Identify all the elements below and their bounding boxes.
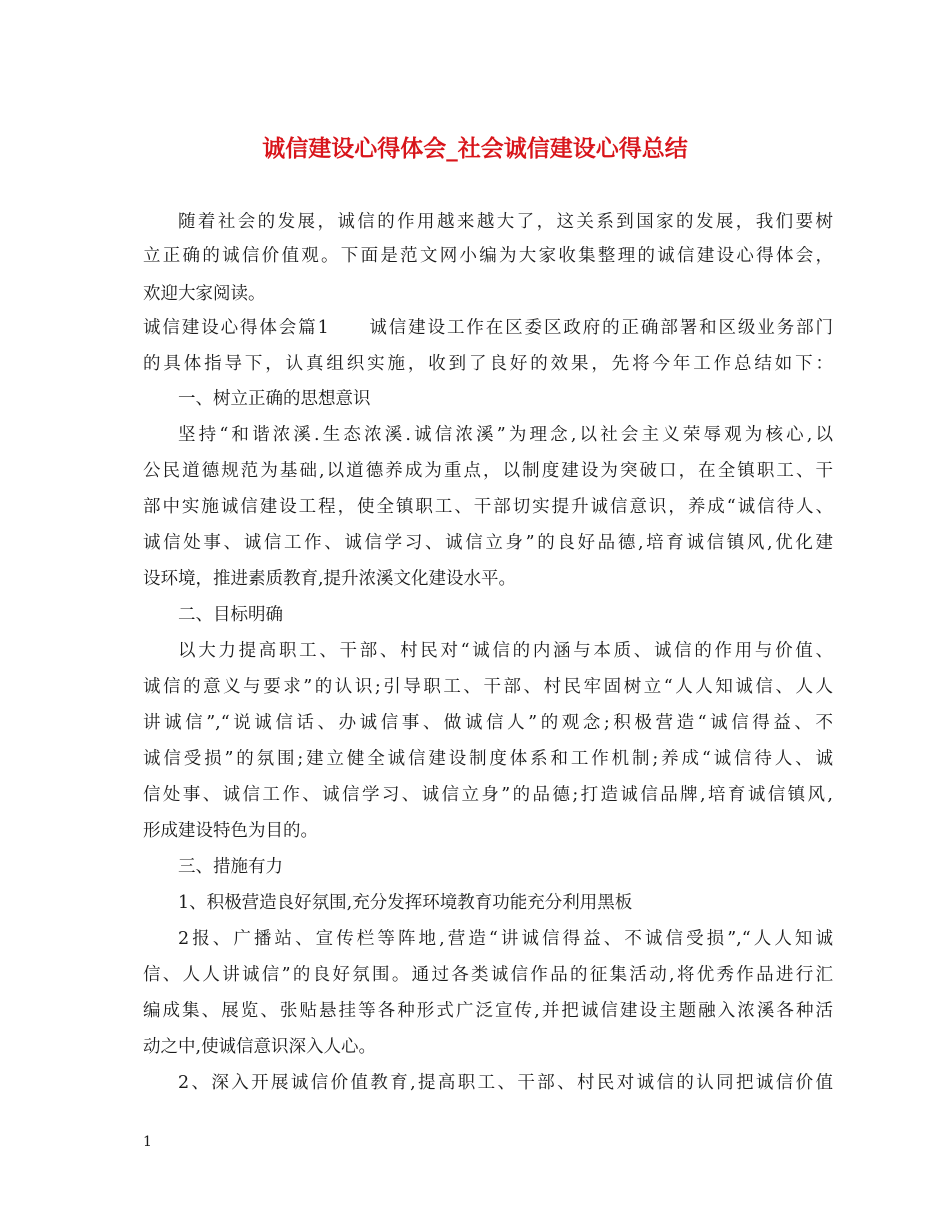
paragraph-line: 坚持“和谐浓溪.生态浓溪.诚信浓溪”为理念,以社会主义荣辱观为核心,以 xyxy=(178,425,833,445)
paragraph-line: 编成集、展览、张贴悬挂等各种形式广泛宣传,并把诚信建设主题融入浓溪各种活 xyxy=(143,1001,833,1021)
page-number: 1 xyxy=(143,1134,152,1150)
paragraph-line: 讲诚信”,“说诚信话、办诚信事、做诚信人”的观念;积极营造“诚信得益、不 xyxy=(143,713,833,733)
paragraph-line: 信处事、诚信工作、诚信学习、诚信立身”的品德;打造诚信品牌,培育诚信镇风, xyxy=(143,785,833,805)
paragraph-line: 公民道德规范为基础,以道德养成为重点，以制度建设为突破口，在全镇职工、干 xyxy=(143,461,833,481)
section-heading: 三、措施有力 xyxy=(178,857,283,877)
paragraph-line: 立正确的诚信价值观。下面是范文网小编为大家收集整理的诚信建设心得体会， xyxy=(143,246,833,266)
paragraph-line: 2报、广播站、宣传栏等阵地,营造“讲诚信得益、不诚信受损”,“人人知诚 xyxy=(178,929,833,949)
section-heading: 二、目标明确 xyxy=(178,605,283,625)
paragraph-line: 信、人人讲诚信”的良好氛围。通过各类诚信作品的征集活动,将优秀作品进行汇 xyxy=(143,965,833,985)
paragraph-line: 设环境，推进素质教育,提升浓溪文化建设水平。 xyxy=(143,569,517,589)
section-heading: 一、树立正确的思想意识 xyxy=(178,389,371,409)
paragraph-line: 随着社会的发展，诚信的作用越来越大了，这关系到国家的发展，我们要树 xyxy=(178,212,833,232)
paragraph-line: 1、积极营造良好氛围,充分发挥环境教育功能充分利用黑板 xyxy=(178,893,633,913)
paragraph-line: 形成建设特色为目的。 xyxy=(143,821,318,841)
paragraph-line: 2、深入开展诚信价值教育,提高职工、干部、村民对诚信的认同把诚信价值 xyxy=(178,1073,833,1093)
paragraph-line: 动之中,使诚信意识深入人心。 xyxy=(143,1037,377,1057)
paragraph-line: 诚信受损”的氛围;建立健全诚信建设制度体系和工作机制;养成“诚信待人、诚 xyxy=(143,749,833,769)
paragraph-line: 诚信处事、诚信工作、诚信学习、诚信立身”的良好品德,培育诚信镇风,优化建 xyxy=(143,533,833,553)
paragraph-line: 诚信的意义与要求”的认识;引导职工、干部、村民牢固树立“人人知诚信、人人 xyxy=(143,677,833,697)
paragraph-line: 部中实施诚信建设工程，使全镇职工、干部切实提升诚信意识，养成“诚信待人、 xyxy=(143,497,833,517)
paragraph-line: 以大力提高职工、干部、村民对“诚信的内涵与本质、诚信的作用与价值、 xyxy=(178,641,833,661)
paragraph-line: 诚信建设心得体会篇1 诚信建设工作在区委区政府的正确部署和区级业务部门 xyxy=(143,318,833,338)
document-title: 诚信建设心得体会_社会诚信建设心得总结 xyxy=(262,136,688,162)
paragraph-line: 的具体指导下，认真组织实施，收到了良好的效果，先将今年工作总结如下： xyxy=(143,354,833,374)
paragraph-line: 欢迎大家阅读。 xyxy=(143,284,266,304)
